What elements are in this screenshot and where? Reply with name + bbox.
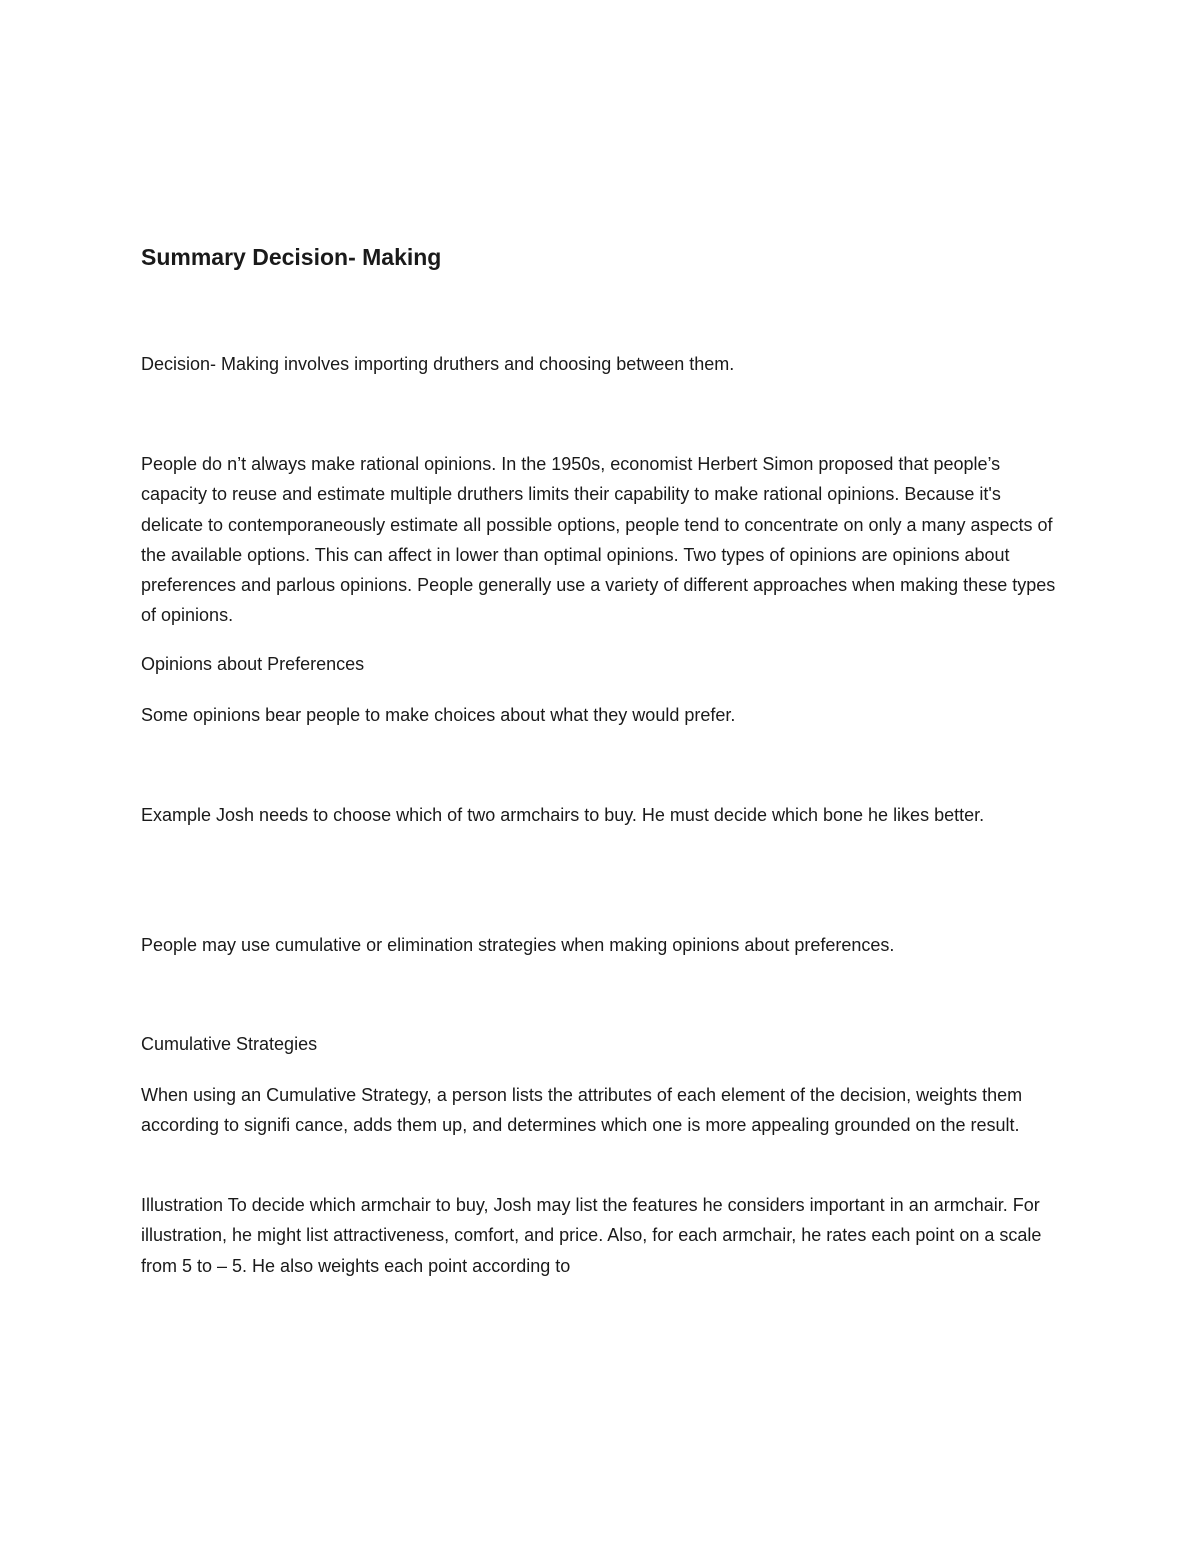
subheading-cumulative-strategies: Cumulative Strategies [141, 1034, 318, 1054]
document-title: Summary Decision- Making [141, 244, 442, 270]
paragraph-preference-choices: Some opinions bear people to make choices about what they would prefer. [141, 705, 736, 725]
paragraph-cumulative-strategy: When using an Cumulative Strategy, a person lists the attributes of each element of the decision, weights them according to signifi cance, adds them up, and determines which one is more appealing grounded on the result. [141, 1085, 1023, 1136]
paragraph-illustration: Illustration To decide which armchair to buy, Josh may list the features he considers important in an armchair. For illustration, he might list attractiveness, comfort, and price. Also, for each armchair, he rates each point on a scale from 5 to – 5. He also weights each point according to [141, 1195, 1042, 1276]
paragraph-strategies: People may use cumulative or elimination strategies when making opinions about preferences. [141, 935, 895, 955]
paragraph-example-josh: Example Josh needs to choose which of two armchairs to buy. He must decide which bone he likes better. [141, 805, 985, 825]
paragraph-rational-opinions: People do n’t always make rational opinions. In the 1950s, economist Herbert Simon proposed that people’s capacity to reuse and estimate multiple druthers limits their capability to make rational opinions. Because it's delicate to contemporaneously estimate all possible options, people tend to concentrate on only a many aspects of the available options. This can affect in lower than optimal opinions. Two types of opinions are opinions about preferences and parlous opinions. People generally use a variety of different approaches when making these types of opinions. [141, 454, 1056, 626]
subheading-opinions-about-preferences: Opinions about Preferences [141, 654, 365, 674]
paragraph-intro: Decision- Making involves importing druthers and choosing between them. [141, 354, 735, 374]
